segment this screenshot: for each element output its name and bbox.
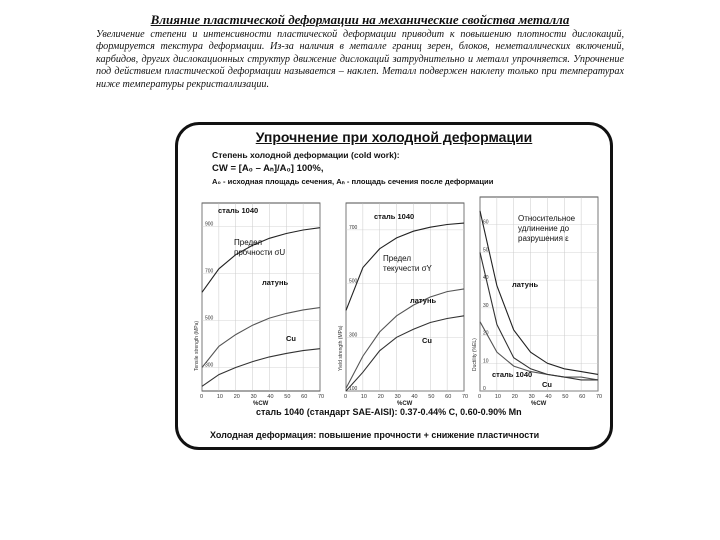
x-tick-label: 30 [250, 394, 257, 400]
x-axis-label: %CW [397, 401, 413, 407]
slide-title: Влияние пластической деформации на механические свойства металла [150, 12, 570, 27]
x-tick-label: 60 [579, 394, 586, 400]
x-tick-label: 30 [528, 394, 535, 400]
y-axis-label: Ductility (%EL) [472, 338, 478, 371]
y-axis-label: Tensile strength (MPa) [194, 320, 200, 371]
cold-work-formula: CW = [A₀ – Aₙ]/A₀] 100%, [212, 163, 324, 174]
y-tick-label: 700 [205, 268, 214, 275]
cold-work-figure [175, 122, 613, 450]
series-line [202, 308, 320, 368]
y-tick-label: 60 [483, 219, 489, 226]
series-label: Cu [542, 380, 552, 389]
x-tick-label: 40 [545, 394, 552, 400]
figure-title: Упрочнение при холодной деформации [255, 129, 533, 145]
x-tick-label: 20 [233, 394, 240, 400]
series-label: сталь 1040 [374, 212, 415, 221]
y-tick-label: 500 [205, 315, 214, 322]
x-tick-label: 20 [377, 394, 384, 400]
series-line [480, 252, 598, 380]
x-tick-label: 50 [284, 394, 291, 400]
intro-paragraph: Увеличение степени и интенсивности пластической деформации приводит к повышению плотности дислокаций, формируется текстура деформации. Из-за наличия в металле границ зерен, блоков, неметаллических включений, карбидов, других дислокационных структур движение дислокаций затруднительно и металл упрочняется. Упрочнение под действием пластической деформации называется – наклеп. Металл подвержен наклепу только при температурах ниже температуры рекристаллизации. [96, 29, 624, 90]
y-tick-label: 300 [349, 332, 358, 339]
area-definition: A₀ - исходная площадь сечения, Aₙ - площадь сечения после деформации [212, 177, 494, 186]
y-tick-label: 20 [483, 330, 489, 337]
x-tick-label: 70 [318, 394, 325, 400]
series-label: латунь [410, 296, 437, 305]
y-tick-label: 100 [349, 386, 358, 392]
x-tick-label: 10 [216, 394, 223, 400]
conclusion-text: Холодная деформация: повышение прочности + снижение пластичности [210, 430, 540, 440]
y-tick-label: 700 [349, 224, 358, 231]
x-tick-label: 0 [344, 394, 348, 400]
x-tick-label: 60 [301, 394, 308, 400]
x-tick-label: 40 [411, 394, 418, 400]
x-tick-label: 40 [267, 394, 274, 400]
y-tick-label: 40 [483, 275, 489, 282]
panel-annotation: Относительное [518, 214, 576, 223]
x-tick-label: 30 [394, 394, 401, 400]
panel-annotation: текучести σY [383, 264, 432, 273]
x-axis-label: %CW [531, 401, 547, 407]
y-tick-label: 10 [483, 358, 489, 365]
x-tick-label: 50 [562, 394, 569, 400]
series-line [346, 316, 464, 391]
x-tick-label: 60 [445, 394, 452, 400]
series-label: Cu [286, 334, 296, 343]
plot-frame [346, 203, 464, 391]
y-tick-label: 50 [483, 247, 489, 254]
panel-annotation: удлинение до [518, 224, 570, 233]
x-tick-label: 0 [478, 394, 482, 400]
x-tick-label: 20 [511, 394, 518, 400]
y-tick-label: 0 [483, 386, 486, 392]
plot-frame [202, 203, 320, 391]
charts-svg [178, 125, 610, 447]
x-tick-label: 70 [596, 394, 603, 400]
x-tick-label: 10 [494, 394, 501, 400]
steel-composition-note: сталь 1040 (стандарт SAE-AISI): 0.37-0.44% C, 0.60-0.90% Mn [256, 407, 522, 417]
x-tick-label: 70 [462, 394, 469, 400]
panel-annotation: разрушения ε [518, 234, 569, 243]
y-tick-label: 500 [349, 278, 358, 285]
y-tick-label: 900 [205, 221, 214, 228]
series-label: Cu [422, 336, 432, 345]
y-tick-label: 300 [205, 362, 214, 369]
cold-work-label: Степень холодной деформации (cold work): [212, 150, 400, 160]
y-axis-label: Yield strength (MPa) [338, 325, 344, 371]
series-label: сталь 1040 [218, 206, 259, 215]
x-tick-label: 50 [428, 394, 435, 400]
series-line [346, 289, 464, 388]
panel-annotation: Предел [383, 254, 411, 263]
panel-annotation: прочности σU [234, 248, 286, 257]
series-label: латунь [262, 278, 289, 287]
panel-annotation: Предел [234, 238, 262, 247]
x-tick-label: 0 [200, 394, 204, 400]
x-axis-label: %CW [253, 401, 269, 407]
x-tick-label: 10 [360, 394, 367, 400]
y-tick-label: 30 [483, 302, 489, 309]
series-label: сталь 1040 [492, 370, 533, 379]
series-label: латунь [512, 280, 539, 289]
